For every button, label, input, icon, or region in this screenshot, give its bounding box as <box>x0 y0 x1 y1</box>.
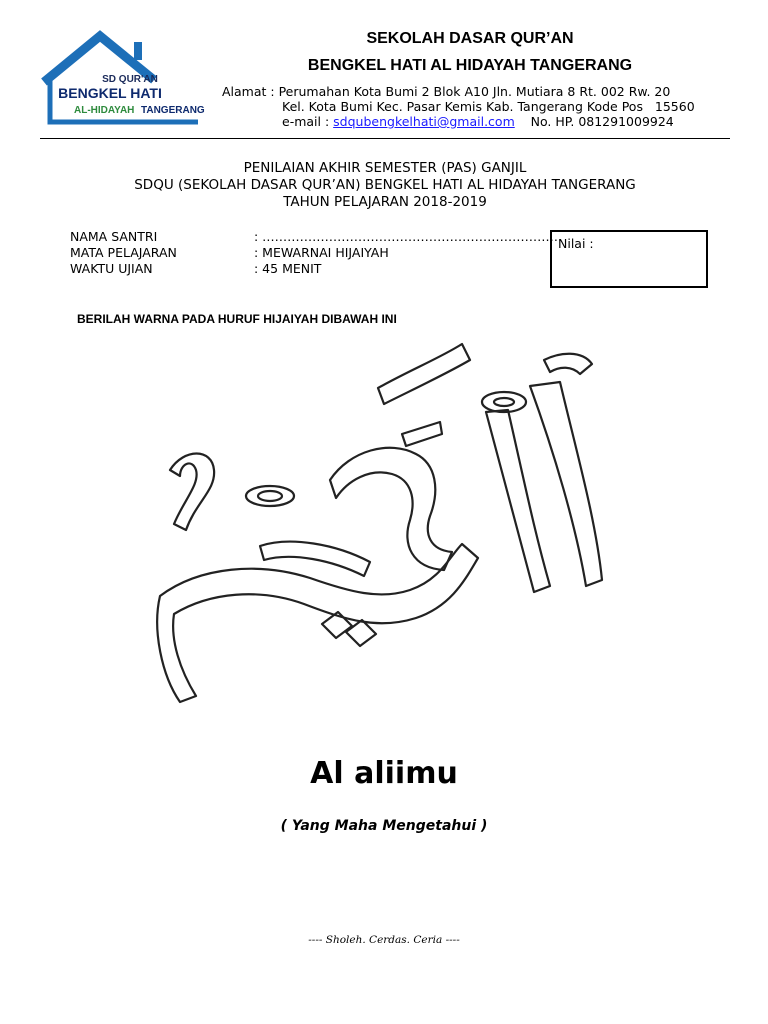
contact-line <box>282 114 674 129</box>
exam-title-line3: TAHUN PELAJARAN 2018-2019 <box>283 194 487 210</box>
logo-line1: SD QUR'AN <box>102 74 158 85</box>
score-box[interactable] <box>550 230 708 288</box>
address-line1: Alamat : Perumahan Kota Bumi 2 Blok A10 Jln. Mutiara 8 Rt. 002 Rw. 20 <box>222 84 671 99</box>
subject-label: MATA PELAJARAN <box>70 245 177 260</box>
phone: No. HP. 081291009924 <box>530 114 674 129</box>
email-link[interactable]: sdqubengkelhati@gmail.com <box>333 114 515 129</box>
time-label: WAKTU UJIAN <box>70 261 153 276</box>
word-meaning: ( Yang Maha Mengetahui ) <box>280 818 488 834</box>
exam-title-line2: SDQU (SEKOLAH DASAR QUR’AN) BENGKEL HATI AL HIDAYAH TANGERANG <box>134 177 636 193</box>
logo-line2: BENGKEL HATI <box>58 85 162 101</box>
arabic-word-latin: Al aliimu <box>310 756 458 791</box>
name-label: NAMA SANTRI <box>70 229 158 244</box>
school-logo <box>38 30 218 130</box>
logo-line3b: TANGERANG <box>141 105 205 116</box>
school-name-line2: BENGKEL HATI AL HIDAYAH TANGERANG <box>307 57 633 74</box>
instruction: BERILAH WARNA PADA HURUF HIJAIYAH DIBAWAH INI <box>77 312 397 326</box>
subject-value: : MEWARNAI HIJAIYAH <box>254 245 389 260</box>
footer-motto: ---- Sholeh. Cerdas. Ceria ---- <box>308 934 460 946</box>
email-label: e-mail : <box>282 114 334 129</box>
name-value[interactable]: : ……………………………………………………………… <box>254 229 563 244</box>
exam-title-line1: PENILAIAN AKHIR SEMESTER (PAS) GANJIL <box>243 160 527 176</box>
score-label: Nilai : <box>558 236 594 251</box>
school-name-line1: SEKOLAH DASAR QUR’AN <box>366 30 574 47</box>
header-divider <box>40 138 730 139</box>
time-value: : 45 MENIT <box>254 261 322 276</box>
address-line2: Kel. Kota Bumi Kec. Pasar Kemis Kab. Tangerang Kode Pos 15560 <box>282 99 695 114</box>
calligraphy-illustration <box>140 330 620 730</box>
logo-line3a: AL-HIDAYAH <box>74 105 135 116</box>
